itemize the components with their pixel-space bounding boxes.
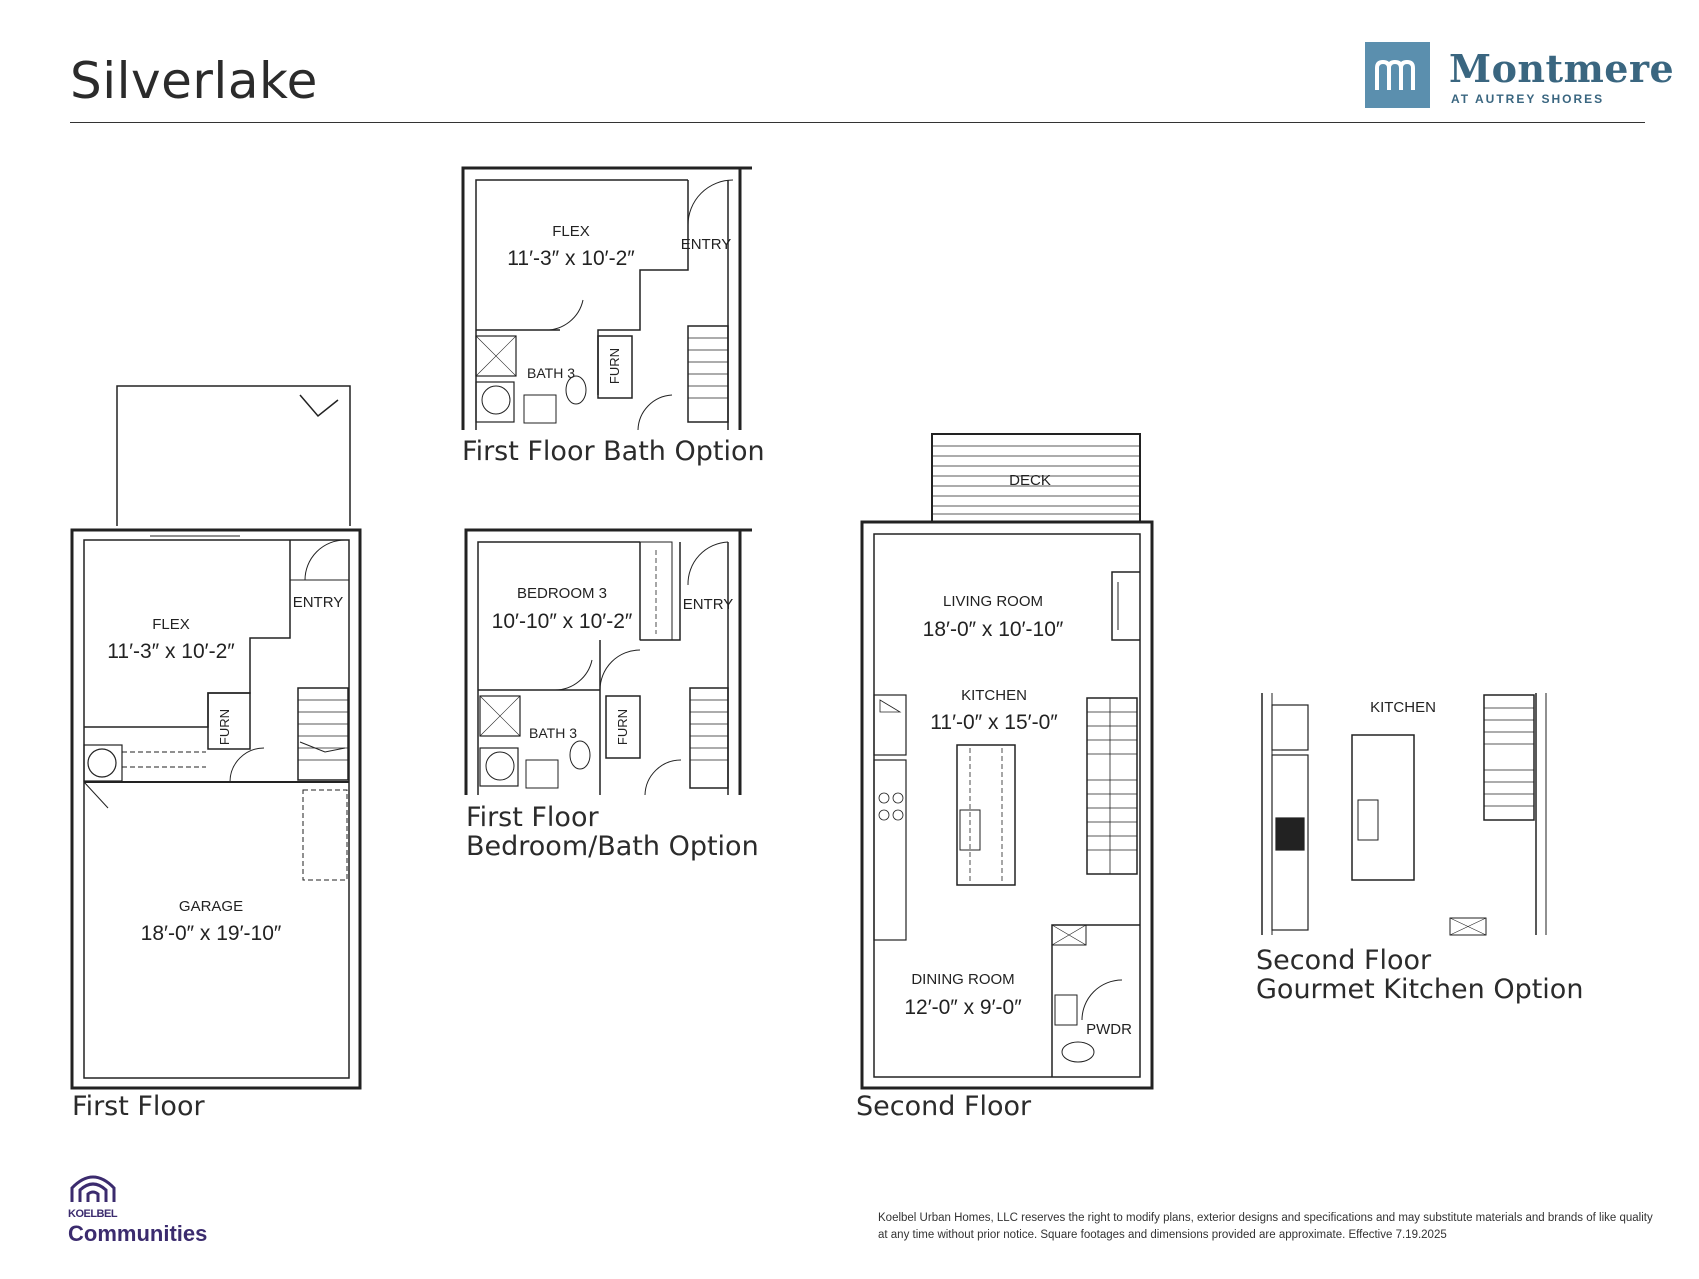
disclaimer-text: Koelbel Urban Homes, LLC reserves the right to modify plans, exterior designs and specifications and may substitute materials and brands of like quality at any time without prior notice. Square footages and dimensions provided are approximate. Effective 7.19.2025 [878, 1212, 1653, 1241]
bath-option-caption: First Floor Bath Option [462, 436, 765, 467]
sf-kitchen-label: KITCHEN [961, 687, 1027, 704]
gourmet-kitchen-plan [1262, 693, 1546, 935]
second-floor-plan [862, 434, 1152, 1088]
koelbel-logo [68, 1166, 228, 1246]
bath-option-plan [463, 168, 752, 430]
koelbel-mark-icon [68, 1166, 118, 1204]
bedroom-bath-option-plan [466, 530, 752, 795]
sf-deck-label: DECK [1009, 472, 1051, 489]
sf-dining-label: DINING ROOM [911, 971, 1015, 988]
bb-bed-label: BEDROOM 3 [516, 585, 608, 602]
bo-entry-label: ENTRY [680, 236, 732, 253]
company-prefix: KOELBEL [68, 1208, 118, 1220]
company-name: Communities [68, 1221, 208, 1246]
page-title: Silverlake [70, 52, 318, 110]
ff-flex-label: FLEX [152, 616, 190, 633]
bo-flex-label: FLEX [552, 223, 590, 240]
bo-bath-label: BATH 3 [527, 365, 575, 381]
bed-option-caption-line1: First Floor [466, 802, 599, 833]
sf-dining-dim: 12′-0″ x 9′-0″ [904, 996, 1022, 1019]
gourmet-caption-line2: Gourmet Kitchen Option [1256, 974, 1584, 1005]
bb-bed-dim: 10′-10″ x 10′-2″ [491, 610, 633, 633]
ff-entry-label: ENTRY [292, 594, 344, 611]
bo-furn-label: FURN [607, 347, 622, 385]
sf-pwdr-label: PWDR [1086, 1021, 1132, 1038]
first-floor-caption: First Floor [72, 1091, 205, 1122]
bo-flex-dim: 11′-3″ x 10′-2″ [507, 247, 635, 270]
ff-furn-label: FURN [217, 708, 232, 746]
sf-living-dim: 18′-0″ x 10′-10″ [922, 618, 1064, 641]
gourmet-caption-line1: Second Floor [1256, 945, 1432, 976]
bb-furn-label: FURN [615, 708, 630, 746]
bb-entry-label: ENTRY [682, 596, 734, 613]
bed-option-caption-line2: Bedroom/Bath Option [466, 831, 759, 862]
brand-name: Montmere [1449, 46, 1675, 91]
bb-bath-label: BATH 3 [529, 725, 577, 741]
ff-garage-dim: 18′-0″ x 19′-10″ [140, 922, 282, 945]
ff-flex-dim: 11′-3″ x 10′-2″ [107, 640, 235, 663]
ff-garage-label: GARAGE [178, 898, 244, 915]
gk-kitchen-label: KITCHEN [1370, 699, 1436, 716]
sf-kitchen-dim: 11′-0″ x 15′-0″ [930, 711, 1058, 734]
sf-living-label: LIVING ROOM [942, 593, 1044, 610]
first-floor-plan [72, 386, 360, 1088]
second-floor-caption: Second Floor [856, 1091, 1032, 1122]
brand-subtitle: AT AUTREY SHORES [1451, 92, 1605, 106]
